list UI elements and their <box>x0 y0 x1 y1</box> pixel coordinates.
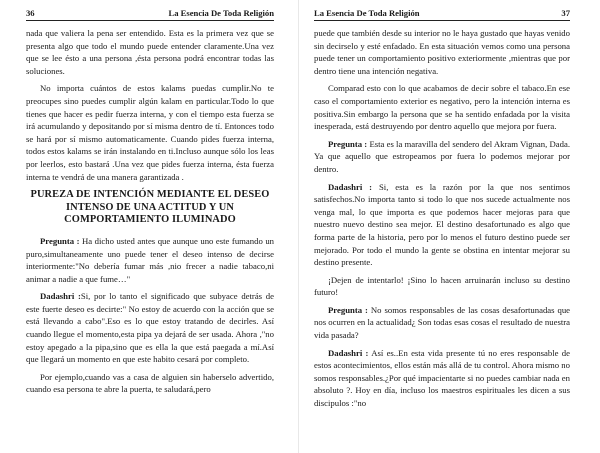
paragraph: Dadashri : Si, esta es la razón por la que nos sentimos satisfechos.No importa tanto si todo lo que nos sucede actualmente nos venga mal, lo que importa es que podemos hacer mejoras para que nuestro nuevo destino sea mejor. El destino desafortunado es algo que forma parte de la historia, pero por lo menos el futuro destino puede ser mejorado. Por todo el mundo la gente se obstina en intentar mejorar su destino presente. <box>314 181 571 268</box>
paragraph: Pregunta : Ha dicho usted antes que aunque uno este fumando un puro,simultaneamente uno puede tener el deseo intenso de decirse interiormente:"No debería fumar más ,nio frecer a nadie tabaco,ni animar a nadie a que fume…" <box>26 235 275 284</box>
paragraph: Pregunta : No somos responsables de las cosas desafortunadas que nos ocurren en la actualidad¿ Son todas esas cosas el resultado de nuestra vida pasada? <box>314 304 571 341</box>
right-page-header <box>314 8 570 21</box>
paragraph: Comparad esto con lo que acabamos de decir sobre el tabaco.En ese caso el comportamiento exterior es negativo, pero la intención interna es positiva.Sin embargo la persona que se ha sentido enfadada por la visita inesperada, está destruyendo por dentro aquello que mejora por fuera. <box>314 83 570 132</box>
right-page <box>300 0 578 453</box>
running-title: La Esencia De Toda Religión <box>168 8 274 18</box>
speaker-label: Dadashri : <box>328 181 373 192</box>
paragraph: No importa cuántos de estos kalams puedas cumplir.No te preocupes sino puedes cumplir algún kalam en particular.Todo lo que tienes que hacer es pedir fuerza interna, y con el tiempo esta fuerza se irá acumulando y depositando por sí misma dentro de tí. Entonces todo se hará por sí mismo automaticamente. Cuando pides fuerza interna, todos estos kalams se irán instalando en ti.Incluso aunque sólo los leas por leerlos, esto bastará .Una vez que pides fuerza interna, ésta fuerza interna te vendrá de una manera garantizada . <box>26 83 274 182</box>
right-page-body <box>314 27 570 410</box>
page-number: 36 <box>26 8 35 18</box>
paragraph: puede que también desde su interior no le haya gustado que hayas venido sin decirselo y esté enfadado. En esta situación vemos como una persona puede tener un comportamiento positivo exteriormente ,mientras que por dentro tiene una intención negativa. <box>314 28 570 76</box>
left-page-body <box>26 27 274 396</box>
left-page <box>0 0 278 453</box>
speaker-label: Dadashri : <box>328 347 369 358</box>
paragraph: Pregunta : Esta es la maravilla del sendero del Akram Vignan, Dada. Ya que aquello que estropeamos por fuera lo podemos mejorar por dentro. <box>314 138 571 174</box>
paragraph: Dadashri : Así es..En esta vida presente tú no eres responsable de estos acontecimientos, ellos están más allá de tu control. Ahora mismo no somos responsables.¿Por qué impacientarte si no puedes cambiar nada en absoluto ?. Hoy en día, incluso los maestros espirituales les dicen a sus discipulos :"no <box>314 347 570 409</box>
paragraph: Dadashri :Si, por lo tanto el significado que subyace detrás de este fuerte deseo es decirte:" No estoy de acuerdo con la acción que se está llevando a cabo".Eso es lo que estoy tratando de decirles. Así cuando llegue el momento,esta pipa ya dejará de ser usada. Ahora ,"no estoy apegado a la pipa,sino que es ella la que está paegada a mí.Así que llegará un momento en que este habito cesará por completo. <box>26 291 274 365</box>
page-gutter <box>298 0 299 453</box>
section-heading: PUREZA DE INTENCIÓN MEDIANTE EL DESEO INTENSO DE UNA ACTITUD Y UN COMPORTAMIENTO ILUMINADO <box>30 189 270 226</box>
speaker-label: Pregunta : <box>40 235 80 246</box>
running-title: La Esencia De Toda Religión <box>314 8 420 18</box>
speaker-label: Pregunta : <box>328 304 368 315</box>
speaker-label: Dadashri : <box>40 291 81 302</box>
paragraph: Por ejemplo,cuando vas a casa de alguien sin haberselo advertido, cuando esa persona te abre la puerta, te saludará,pero <box>26 371 274 395</box>
left-page-header <box>26 8 274 21</box>
speaker-label: Pregunta : <box>328 138 368 149</box>
paragraph: ¡Dejen de intentarlo! ¡Sino lo hacen arruinarán incluso su destino futuro! <box>314 274 570 298</box>
paragraph: nada que valiera la pena ser entendido. Esta es la primera vez que se presenta algo que todo el mundo puede entender claramente.Una vez que se lee ésto a una persona ,ésta persona podrá encontrar todas las soluciones. <box>26 28 274 76</box>
page-number: 37 <box>561 8 570 18</box>
